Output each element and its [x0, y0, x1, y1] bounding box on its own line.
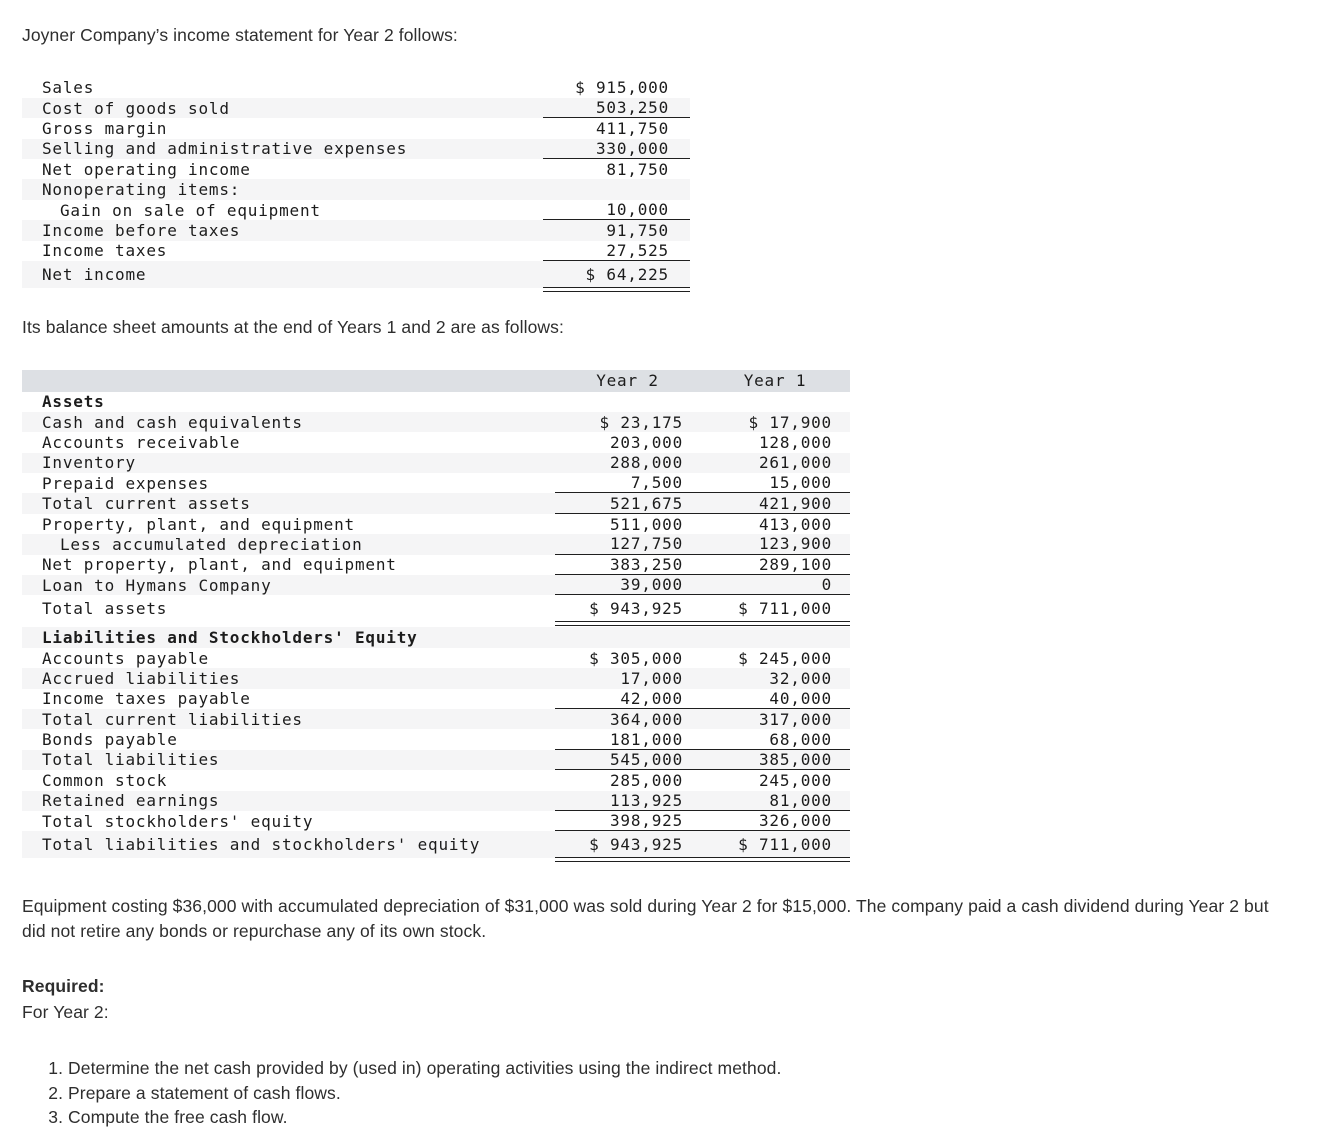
- balance-row-year1-value: 15,000: [700, 473, 850, 493]
- additional-info-text: Equipment costing $36,000 with accumulated depreciation of $31,000 was sold during Year 2 for $15,000. The company paid a cash dividend during Year 2 but did not retire any bonds or repurchase any of its own stock.: [22, 896, 1269, 941]
- income-row-value: $ 64,225: [543, 261, 690, 288]
- task-item: 2. Prepare a statement of cash flows.: [68, 1081, 1344, 1106]
- balance-row-year1-value: 128,000: [758, 432, 832, 452]
- balance-row-year1-value: [700, 627, 850, 647]
- balance-row-label: Liabilities and Stockholders' Equity: [42, 628, 418, 648]
- balance-row-year2-value: 39,000: [555, 575, 700, 595]
- income-row: [22, 78, 690, 98]
- balance-row-year1-value: 413,000: [758, 514, 832, 534]
- balance-row-label: Property, plant, and equipment: [42, 514, 355, 534]
- balance-row-year1-value: $ 245,000: [738, 648, 832, 668]
- income-row-label: Net income: [42, 265, 147, 285]
- balance-row-label: Total stockholders' equity: [42, 811, 314, 831]
- income-row: [22, 261, 690, 288]
- income-row-value: 411,750: [595, 118, 669, 138]
- balance-row-label: Cash and cash equivalents: [42, 412, 303, 432]
- income-row: [22, 98, 690, 118]
- income-row: [22, 241, 690, 261]
- balance-row-year1-value: 40,000: [700, 689, 850, 709]
- balance-row-year1-value: [700, 392, 850, 412]
- balance-row-year2-value: [555, 392, 700, 412]
- balance-row-year1-value: $ 17,900: [748, 412, 832, 432]
- income-row-label: Sales: [42, 78, 95, 98]
- balance-row: [22, 770, 850, 790]
- balance-row-year1-value: 0: [700, 575, 850, 595]
- balance-row-label: Total assets: [42, 599, 168, 619]
- balance-row-year2-value: 398,925: [555, 811, 700, 831]
- income-row: [22, 159, 690, 179]
- balance-row: [22, 689, 850, 709]
- balance-row-year2-value: 364,000: [609, 709, 683, 729]
- income-row-value: 10,000: [543, 200, 690, 220]
- balance-row: [22, 432, 850, 452]
- balance-row-label: Total liabilities: [42, 750, 220, 770]
- task-item: 3. Compute the free cash flow.: [68, 1105, 1344, 1130]
- balance-row-year1-value: 421,900: [700, 493, 850, 513]
- balance-row-year2-value: [555, 627, 700, 647]
- balance-row-year2-value: 127,750: [555, 534, 700, 554]
- balance-row: [22, 392, 850, 412]
- balance-row-label: Loan to Hymans Company: [42, 575, 272, 595]
- income-row-value: 81,750: [606, 159, 669, 179]
- balance-row-label: Common stock: [42, 770, 168, 790]
- income-row-label: Cost of goods sold: [42, 98, 230, 118]
- balance-row: [22, 595, 850, 622]
- balance-row-year1-value: 289,100: [700, 555, 850, 575]
- balance-row: [22, 668, 850, 688]
- income-row: [22, 200, 690, 220]
- balance-row-year2-value: 203,000: [609, 432, 683, 452]
- balance-row: [22, 453, 850, 473]
- balance-row-label: Prepaid expenses: [42, 473, 209, 493]
- balance-row: [22, 555, 850, 575]
- balance-row: [22, 831, 850, 858]
- income-row-label: Nonoperating items:: [42, 180, 241, 200]
- balance-row: [22, 648, 850, 668]
- balance-row-year2-value: 288,000: [609, 453, 683, 473]
- balance-row-label: Accrued liabilities: [42, 668, 241, 688]
- balance-row-year2-value: 285,000: [609, 770, 683, 790]
- balance-row-year2-value: 383,250: [555, 555, 700, 575]
- balance-row-label: Total current liabilities: [42, 709, 303, 729]
- income-row-label: Gain on sale of equipment: [60, 200, 321, 220]
- balance-row-year1-value: $ 711,000: [700, 831, 850, 858]
- income-row-label: Income taxes: [42, 241, 168, 261]
- income-statement-intro: Joyner Company’s income statement for Year 2 follows:: [22, 25, 458, 45]
- income-row-value: 503,250: [543, 98, 690, 118]
- balance-row-year1-value: 317,000: [758, 709, 832, 729]
- balance-row: [22, 473, 850, 493]
- income-row-label: Net operating income: [42, 159, 251, 179]
- balance-sheet-table: [22, 370, 850, 865]
- balance-header-row: [22, 370, 850, 392]
- balance-row-label: Income taxes payable: [42, 689, 251, 709]
- balance-row-year1-value: $ 711,000: [700, 595, 850, 622]
- income-row: [22, 139, 690, 159]
- balance-row-year2-value: $ 943,925: [555, 831, 700, 858]
- task-item: 1. Determine the net cash provided by (used in) operating activities using the indirect method.: [68, 1056, 1344, 1081]
- balance-row: [22, 627, 850, 647]
- income-row-label: Selling and administrative expenses: [42, 139, 408, 159]
- balance-row: [22, 575, 850, 595]
- balance-row-year1-value: 123,900: [700, 534, 850, 554]
- balance-row-year2-value: 42,000: [555, 689, 700, 709]
- balance-row-year1-value: 32,000: [769, 668, 832, 688]
- balance-row-year2-value: 7,500: [555, 473, 700, 493]
- balance-row-label: Total current assets: [42, 494, 251, 514]
- balance-row: [22, 412, 850, 432]
- income-row-value: 91,750: [606, 220, 669, 240]
- balance-row-year1-value: 68,000: [700, 729, 850, 749]
- income-row: [22, 220, 690, 240]
- balance-header-spacer: [22, 370, 555, 392]
- balance-row-label: Net property, plant, and equipment: [42, 555, 397, 575]
- balance-row: [22, 811, 850, 831]
- balance-row-year2-value: $ 305,000: [589, 648, 683, 668]
- balance-row-label: Bonds payable: [42, 730, 178, 750]
- balance-row-year2-value: $ 943,925: [555, 595, 700, 622]
- balance-row-label: Less accumulated depreciation: [60, 534, 363, 554]
- balance-row-label: Inventory: [42, 453, 136, 473]
- balance-row: [22, 709, 850, 729]
- balance-row-label: Accounts payable: [42, 648, 209, 668]
- balance-row: [22, 791, 850, 811]
- balance-row-year1-value: 245,000: [758, 770, 832, 790]
- balance-row-year1-value: 326,000: [700, 811, 850, 831]
- balance-row-year2-value: 17,000: [620, 668, 683, 688]
- balance-sheet-intro: Its balance sheet amounts at the end of Years 1 and 2 are as follows:: [22, 317, 564, 338]
- income-row: [22, 118, 690, 138]
- balance-row-year2-value: 113,925: [555, 791, 700, 811]
- balance-row-label: Retained earnings: [42, 791, 220, 811]
- balance-row-year2-value: $ 23,175: [599, 412, 683, 432]
- year2-column-header: Year 2: [596, 371, 659, 391]
- required-subheading: For Year 2:: [22, 1001, 109, 1022]
- balance-row-label: Assets: [42, 392, 105, 412]
- income-row-value: [543, 179, 690, 199]
- balance-row: [22, 493, 850, 513]
- balance-row-year2-value: 511,000: [609, 514, 683, 534]
- income-row-label: Income before taxes: [42, 220, 241, 240]
- balance-row: [22, 534, 850, 554]
- balance-row: [22, 729, 850, 749]
- balance-row-year1-value: 261,000: [758, 453, 832, 473]
- income-row-value: 330,000: [543, 139, 690, 159]
- balance-row-year2-value: 521,675: [555, 493, 700, 513]
- year1-column-header: Year 1: [743, 371, 807, 391]
- balance-row-label: Accounts receivable: [42, 432, 241, 452]
- balance-row-year1-value: 385,000: [700, 750, 850, 770]
- balance-row-year2-value: 181,000: [555, 729, 700, 749]
- balance-row-year2-value: 545,000: [555, 750, 700, 770]
- income-row-value: 27,525: [543, 241, 690, 261]
- balance-row: [22, 514, 850, 534]
- balance-row-label: Total liabilities and stockholders' equity: [42, 835, 481, 855]
- balance-row-year1-value: 81,000: [700, 791, 850, 811]
- income-row-label: Gross margin: [42, 118, 168, 138]
- required-heading: Required:: [22, 976, 105, 997]
- balance-row: [22, 750, 850, 770]
- income-row-value: $ 915,000: [575, 78, 669, 98]
- income-statement-table: [22, 78, 690, 289]
- income-row: [22, 179, 690, 199]
- task-list: [22, 1056, 1344, 1130]
